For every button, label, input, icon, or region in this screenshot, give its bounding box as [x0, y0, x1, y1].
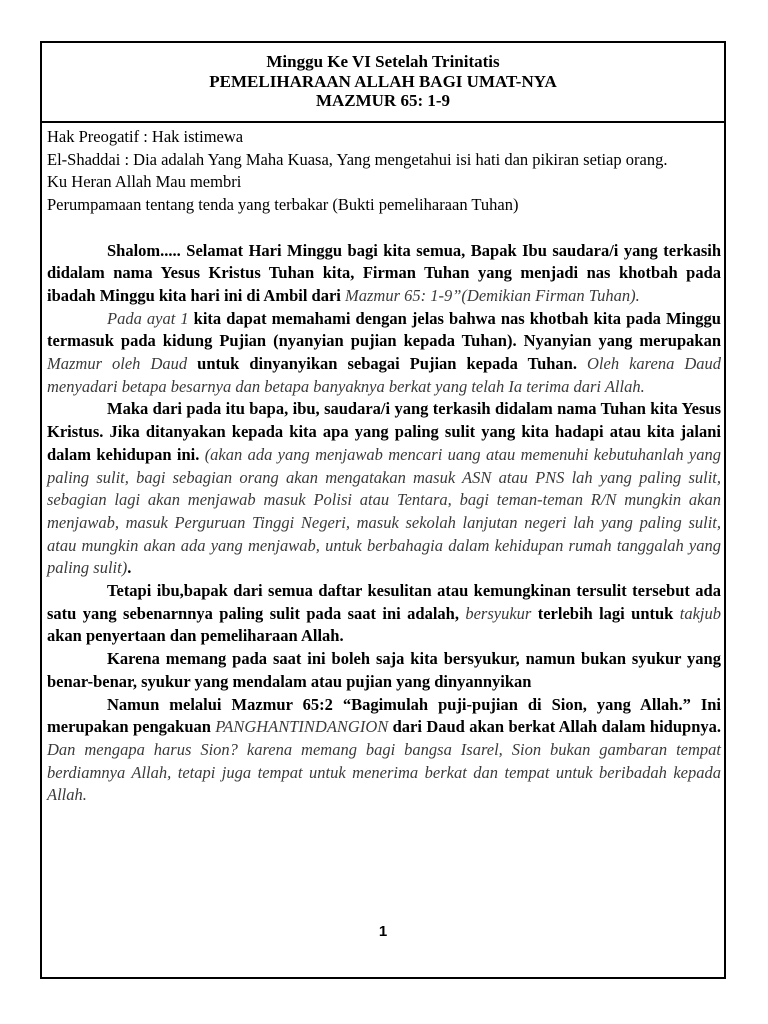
paragraph-question — [47, 398, 721, 580]
emphasis-text: Oleh karena Daud menyadari betapa besarnya dan betapa banyaknya berkat yang telah Ia terima dari Allah — [47, 354, 722, 396]
paragraph-true-gratitude — [47, 648, 721, 693]
emphasis-text: takjub — [679, 603, 721, 623]
header-title: PEMELIHARAAN ALLAH BAGI UMAT-NYA — [209, 71, 557, 91]
sermon-header — [42, 43, 724, 123]
paragraph-text: Namun melalui Mazmur 65:2 “Bagimulah puji-pujian di Sion, yang Allah.” Ini merupakan pengakuan — [47, 694, 721, 737]
paragraph-opening — [47, 240, 721, 308]
paragraph-text: . — [635, 285, 640, 305]
note-line: Ku Heran Allah Mau membri — [47, 172, 242, 192]
paragraph-text: akan penyertaan dan pemeliharaan Allah. — [47, 626, 344, 646]
document-content — [47, 126, 721, 807]
paragraph-text: . — [82, 785, 87, 805]
note-line: Hak Preogatif : Hak istimewa — [47, 127, 244, 146]
paragraph-verse-1 — [47, 308, 721, 399]
emphasis-text: Mazmur oleh Daud — [47, 354, 188, 374]
paragraph-text: . — [640, 376, 645, 396]
paragraph-text: untuk dinyanyikan sebagai Pujian kepada Tuhan. — [187, 354, 588, 374]
emphasis-text: (akan ada yang menjawab mencari uang atau memenuhi kebutuhanlah yang paling sulit, bagi sebagian orang akan mengatakan masuk ASN atau PNS lah yang paling sulit, sebagian lagi akan menjawab masuk Polisi atau Tentara, bagi teman-teman R/N mungkin akan menjawab, masuk Perguruan Tinggi Negeri, masuk sekolah lanjutan negeri lah yang paling sulit, atau mungkin akan ada yang menjawab, untuk berbahagia dalam kehidupan rumah tanggalah yang paling sulit) — [47, 444, 721, 578]
paragraph-zion — [47, 694, 721, 808]
paragraph-text: Tetapi ibu,bapak dari semua daftar kesulitan atau kemungkinan tersulit tersebut ada satu yang sebenarnnya paling sulit pada saat ini adalah, — [47, 581, 721, 623]
emphasis-text: bersyukur — [465, 603, 532, 623]
note-line: El-Shaddai : Dia adalah Yang Maha Kuasa, Yang mengetahui isi hati dan pikiran setiap orang. — [47, 149, 668, 169]
note-line: Perumpamaan tentang tenda yang terbakar (Bukti pemeliharaan Tuhan) — [47, 195, 519, 215]
vocabulary-notes — [47, 126, 721, 217]
paragraph-text: dari Daud akan berkat Allah dalam hidupnya. — [388, 717, 721, 737]
paragraph-text: Karena memang pada saat ini boleh saja kita bersyukur, namun bukan syukur yang benar-benar, syukur yang mendalam atau pujian yang dinyannyikan — [47, 649, 721, 691]
header-week: Minggu Ke VI Setelah Trinitatis — [266, 52, 500, 71]
header-scripture: MAZMUR 65: 1-9 — [315, 91, 451, 110]
paragraph-text: kita dapat memahami dengan jelas bahwa nas khotbah kita pada Minggu termasuk pada kidung Pujian (nyanyian pujian kepada Tuhan). Nyanyian yang merupakan — [47, 308, 721, 351]
emphasis-text: PANGHANTINDANGION — [215, 717, 389, 737]
paragraph-text: Shalom..... Selamat Hari Minggu bagi kita semua, Bapak Ibu saudara/i yang terkasih didalam nama Yesus Kristus Tuhan kita, Firman Tuhan yang menjadi nas khotbah pada ibadah Minggu kita hari ini di Ambil dari — [47, 240, 721, 305]
paragraph-gratitude — [47, 580, 721, 648]
scripture-reference: Mazmur 65: 1-9”(Demikian Firman Tuhan) — [345, 285, 636, 305]
page-frame — [40, 41, 726, 979]
paragraph-text: . — [127, 558, 132, 578]
page-number: 1 — [378, 923, 388, 940]
verse-reference: Pada ayat 1 — [107, 308, 189, 328]
sermon-body — [47, 240, 721, 808]
paragraph-text: terlebih lagi untuk — [531, 603, 680, 623]
emphasis-text: Dan mengapa harus Sion? karena memang bagi bangsa Isarel, Sion bukan gambaran tempat berdiamnya Allah, tetapi juga tempat untuk menerima berkat dan tempat untuk beribadah kepada Allah — [47, 739, 721, 805]
paragraph-text: Maka dari pada itu bapa, ibu, saudara/i yang terkasih didalam nama Tuhan kita Yesus Kristus. Jika ditanyakan kepada kita apa yang paling sulit yang kita hadapi atau kita jalani dalam kehidupan ini. — [47, 399, 721, 464]
